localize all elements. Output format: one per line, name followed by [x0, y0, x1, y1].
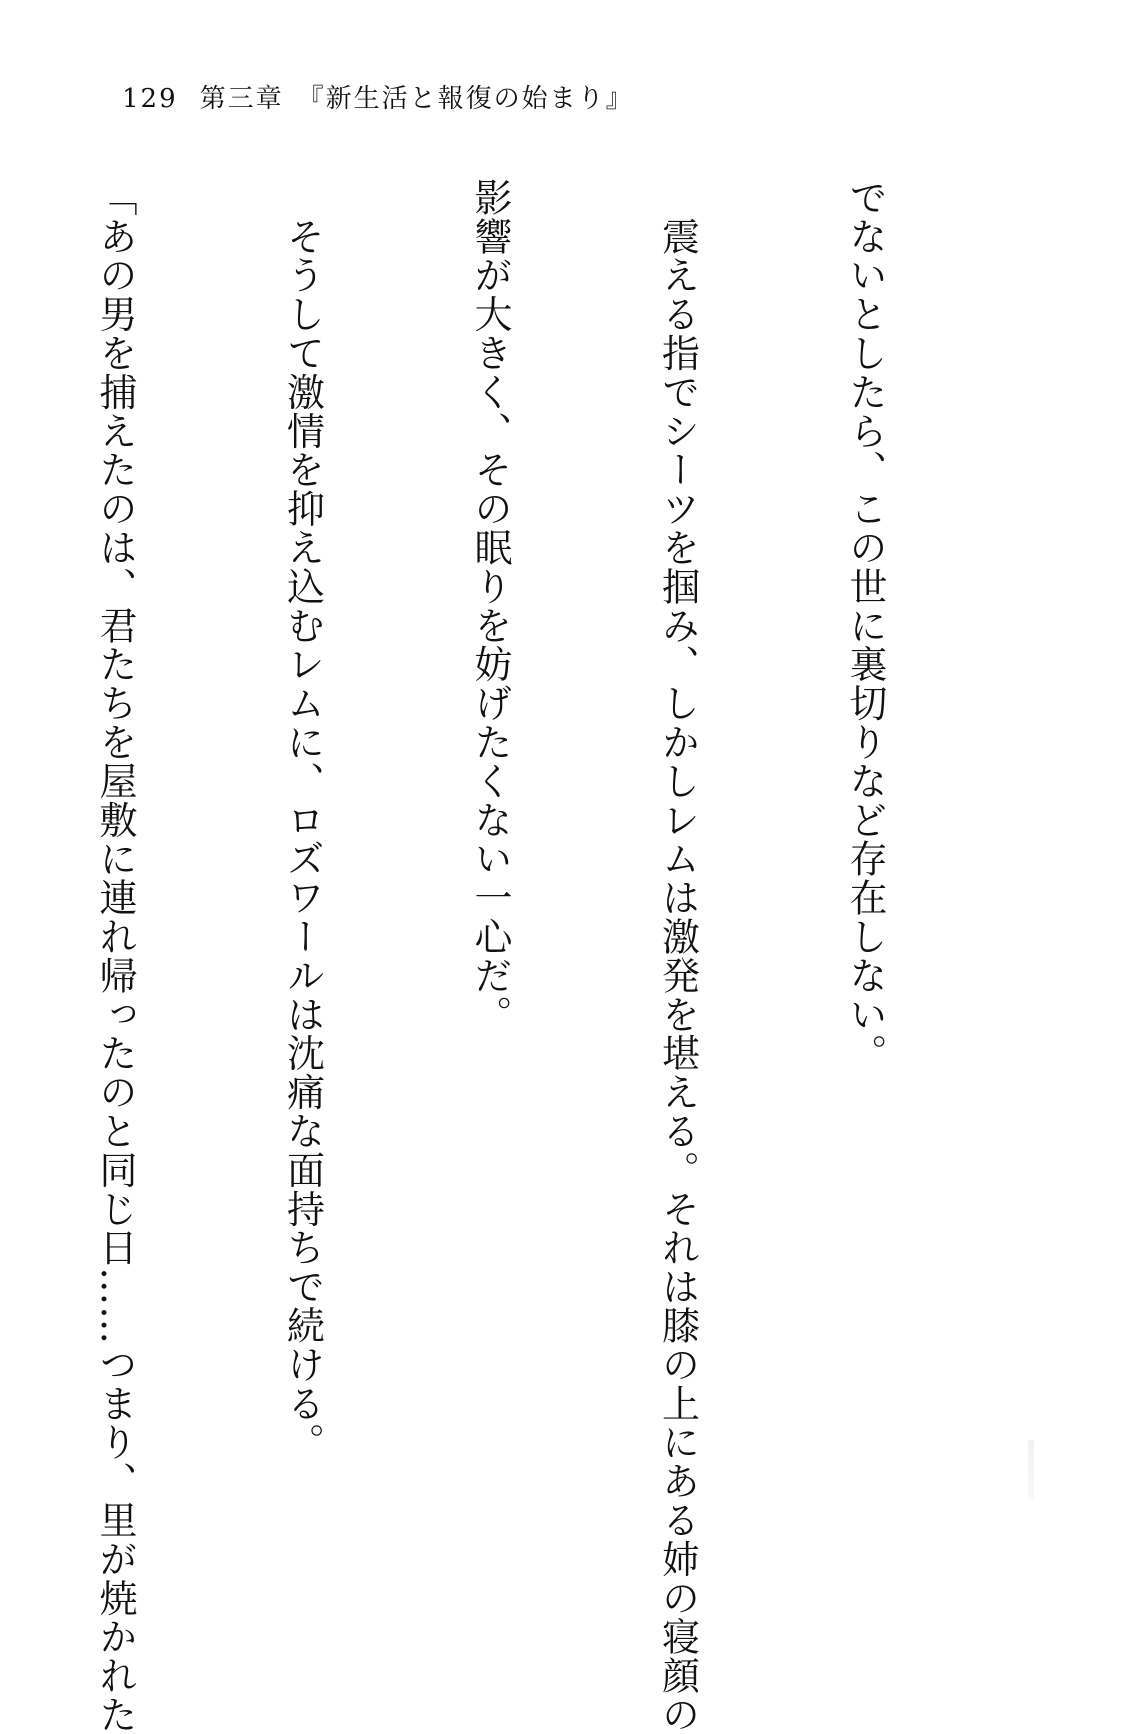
page-number: 129 [122, 84, 178, 114]
text-line: そうして激情を抑え込むレムに、ロズワールは沈痛な面持ちで続ける。 [280, 178, 325, 1462]
scan-artifact [1028, 1440, 1034, 1500]
running-header [122, 78, 634, 115]
text-line: 「あの男を捕えたのは、君たちを屋敷に連れ帰ったのと同じ日……つまり、里が焼かれた [93, 178, 137, 1734]
vertical-body-text [0, 178, 1021, 1734]
text-line: でないとしたら、この世に裏切りなど存在しない。 [843, 178, 887, 1073]
text-line: 震える指でシーツを掴み、しかしレムは激発を堪える。それは膝の上にある姉の寝顔の [655, 178, 700, 1734]
chapter-title: 『新生活と報復の始まり』 [297, 84, 634, 114]
chapter-label: 第三章 [199, 84, 284, 114]
text-line: 影響が大きく、その眠りを妨げたくない一心だ。 [468, 178, 512, 1034]
